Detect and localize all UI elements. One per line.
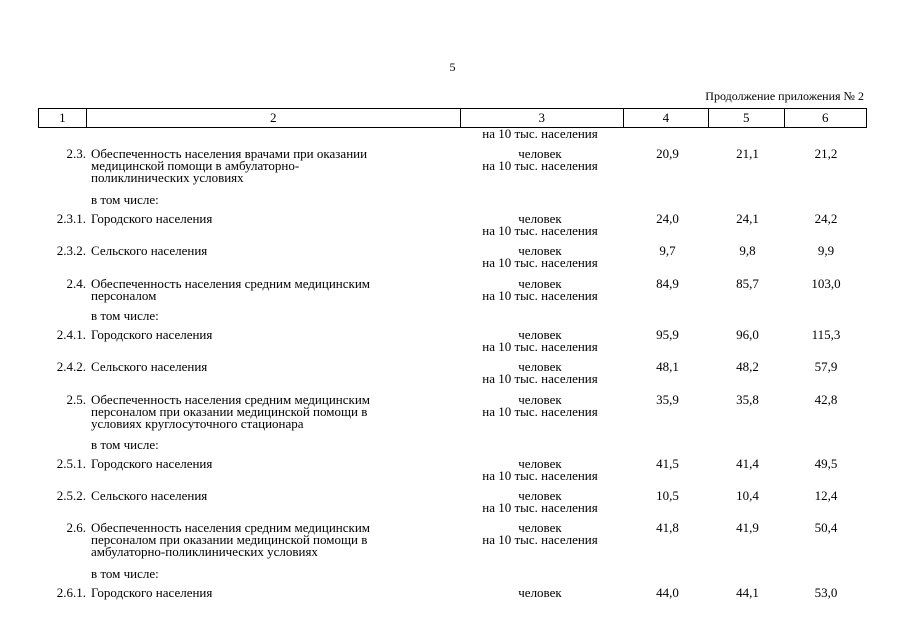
indicator-name-line: Обеспеченность населения средним медицинским — [91, 276, 371, 291]
row-value-col-5: 41,4 — [736, 456, 759, 471]
row-value-col-5: 21,1 — [736, 146, 759, 161]
indicator-name-line: Городского населения — [91, 211, 213, 226]
row-value-col-6: 12,4 — [814, 488, 838, 503]
indicator-name-line: медицинской помощи в амбулаторно- — [91, 158, 300, 173]
unit-line: человек — [518, 585, 562, 600]
row-value-col-6: 24,2 — [814, 211, 838, 226]
row-value-col-4: 84,9 — [656, 276, 679, 291]
page-number: 5 — [449, 60, 456, 74]
row-value-col-6: 103,0 — [811, 276, 841, 291]
row-number: 2.3.1. — [56, 211, 86, 226]
indicator-name-line: амбулаторно-поликлинических условиях — [91, 544, 318, 559]
row-unit — [452, 278, 628, 302]
row-value-col-4: 24,0 — [656, 211, 679, 226]
row-value-col-6: 49,5 — [814, 456, 838, 471]
unit-line: человек — [518, 146, 562, 161]
row-indicator-name — [91, 310, 426, 322]
column-header-row — [39, 109, 867, 128]
row-value-col-5: 24,1 — [736, 211, 759, 226]
unit-line: на 10 тыс. населения — [482, 339, 598, 354]
indicator-name-line: Обеспеченность населения врачами при оказании — [91, 146, 368, 161]
row-value-col-5: 10,4 — [736, 488, 759, 503]
row-indicator-name — [91, 587, 426, 599]
row-value-col-6: 53,0 — [814, 585, 838, 600]
unit-line: человек — [518, 327, 562, 342]
unit-line: человек — [518, 488, 562, 503]
column-header-3: 3 — [460, 109, 623, 128]
unit-line: человек — [518, 392, 562, 407]
unit-line: на 10 тыс. населения — [482, 288, 598, 303]
indicator-name-line: в том числе: — [91, 192, 159, 207]
column-header-5: 5 — [709, 109, 784, 128]
indicator-name-line: персоналом при оказании медицинской помощи в — [91, 404, 368, 419]
row-unit — [452, 361, 628, 385]
row-value-col-6: 21,2 — [814, 146, 838, 161]
unit-line: на 10 тыс. населения — [482, 532, 598, 547]
row-number: 2.3. — [66, 146, 86, 161]
row-value-col-5: 85,7 — [736, 276, 759, 291]
row-value-col-5: 41,9 — [736, 520, 759, 535]
unit-line: на 10 тыс. населения — [482, 255, 598, 270]
row-unit — [452, 490, 628, 514]
row-indicator-name — [91, 458, 426, 470]
row-number: 2.6.1. — [56, 585, 86, 600]
indicator-name-line: Городского населения — [91, 585, 213, 600]
indicator-name-line: Сельского населения — [91, 359, 208, 374]
indicator-name-line: в том числе: — [91, 308, 159, 323]
column-header-2: 2 — [86, 109, 460, 128]
unit-line: человек — [518, 456, 562, 471]
row-unit — [452, 245, 628, 269]
row-value-col-4: 44,0 — [656, 585, 679, 600]
continuation-note: Продолжение приложения № 2 — [705, 89, 864, 103]
row-value-col-5: 48,2 — [736, 359, 759, 374]
indicator-name-line: условиях круглосуточного стационара — [91, 416, 304, 431]
row-indicator-name — [91, 194, 426, 206]
row-number: 2.4. — [66, 276, 86, 291]
row-indicator-name — [91, 361, 426, 373]
row-indicator-name — [91, 148, 426, 184]
row-unit — [452, 458, 628, 482]
row-unit — [452, 148, 628, 172]
row-value-col-4: 9,7 — [659, 243, 676, 258]
unit-line: на 10 тыс. населения — [482, 371, 598, 386]
row-value-col-4: 41,5 — [656, 456, 679, 471]
row-number: 2.6. — [66, 520, 86, 535]
row-indicator-name — [91, 213, 426, 225]
row-value-col-5: 35,8 — [736, 392, 759, 407]
row-indicator-name — [91, 329, 426, 341]
row-value-col-5: 96,0 — [736, 327, 759, 342]
indicator-name-line: поликлинических условиях — [91, 170, 244, 185]
row-indicator-name — [91, 439, 426, 451]
indicator-name-line: персоналом — [91, 288, 157, 303]
column-header-4: 4 — [623, 109, 708, 128]
row-indicator-name — [91, 245, 426, 257]
unit-line: на 10 тыс. населения — [482, 223, 598, 238]
indicator-name-line: в том числе: — [91, 437, 159, 452]
indicator-name-line: Обеспеченность населения средним медицинским — [91, 520, 371, 535]
row-unit — [452, 394, 628, 418]
unit-line: на 10 тыс. населения — [482, 468, 598, 483]
row-indicator-name — [91, 278, 426, 302]
row-unit — [452, 329, 628, 353]
indicator-name-line: Городского населения — [91, 456, 213, 471]
row-value-col-6: 50,4 — [814, 520, 838, 535]
row-number: 2.3.2. — [56, 243, 86, 258]
indicator-name-line: Сельского населения — [91, 488, 208, 503]
carried-over-unit: на 10 тыс. населения — [482, 126, 598, 141]
unit-line: человек — [518, 276, 562, 291]
unit-line: человек — [518, 359, 562, 374]
row-number: 2.5.2. — [56, 488, 86, 503]
unit-line: человек — [518, 243, 562, 258]
unit-line: на 10 тыс. населения — [482, 404, 598, 419]
unit-line: человек — [518, 520, 562, 535]
row-value-col-4: 10,5 — [656, 488, 679, 503]
row-unit — [452, 522, 628, 546]
row-unit — [452, 587, 628, 599]
indicator-name-line: в том числе: — [91, 566, 159, 581]
indicator-name-line: Городского населения — [91, 327, 213, 342]
row-value-col-4: 48,1 — [656, 359, 679, 374]
row-indicator-name — [91, 568, 426, 580]
row-value-col-6: 57,9 — [814, 359, 838, 374]
row-value-col-6: 115,3 — [811, 327, 841, 342]
row-value-col-4: 20,9 — [656, 146, 679, 161]
indicator-name-line: персоналом при оказании медицинской помощи в — [91, 532, 368, 547]
row-number: 2.4.2. — [56, 359, 86, 374]
unit-line: на 10 тыс. населения — [482, 500, 598, 515]
row-unit — [452, 213, 628, 237]
column-header-6: 6 — [784, 109, 866, 128]
row-indicator-name — [91, 490, 426, 502]
unit-line: на 10 тыс. населения — [482, 158, 598, 173]
row-value-col-6: 42,8 — [814, 392, 838, 407]
row-number: 2.5.1. — [56, 456, 86, 471]
unit-line: человек — [518, 211, 562, 226]
column-header-1: 1 — [39, 109, 87, 128]
row-value-col-5: 9,8 — [739, 243, 756, 258]
column-header-table — [38, 108, 867, 128]
row-value-col-4: 95,9 — [656, 327, 679, 342]
row-value-col-4: 41,8 — [656, 520, 679, 535]
row-value-col-4: 35,9 — [656, 392, 679, 407]
row-number: 2.4.1. — [56, 327, 86, 342]
row-value-col-6: 9,9 — [817, 243, 835, 258]
row-indicator-name — [91, 522, 426, 558]
row-indicator-name — [91, 394, 426, 430]
indicator-name-line: Сельского населения — [91, 243, 208, 258]
indicator-name-line: Обеспеченность населения средним медицинским — [91, 392, 371, 407]
row-number: 2.5. — [66, 392, 86, 407]
row-value-col-5: 44,1 — [736, 585, 759, 600]
